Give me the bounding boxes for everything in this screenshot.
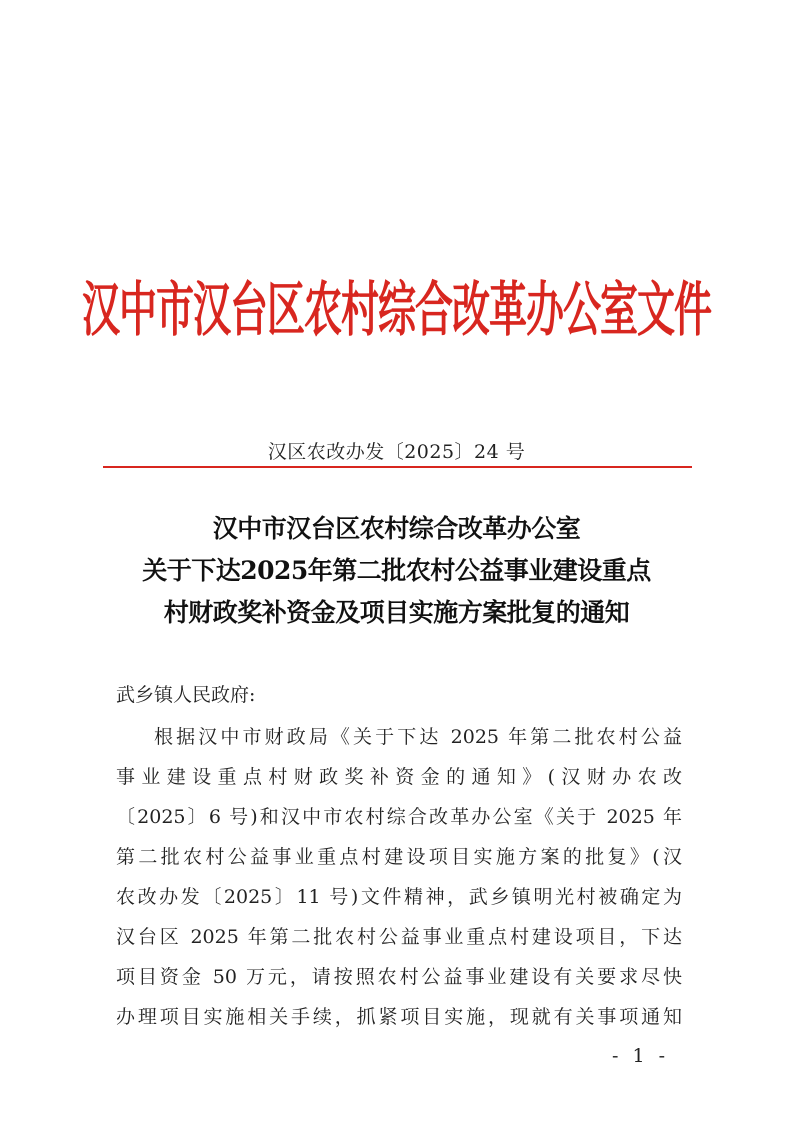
body-paragraph [116, 717, 682, 1037]
body-line: 农改办发〔2025〕11 号)文件精神，武乡镇明光村被确定为 [116, 886, 682, 908]
title-line: 汉中市汉台区农村综合改革办公室 [212, 514, 581, 543]
body-line: 事业建设重点村财政奖补资金的通知》(汉财办农改 [116, 766, 682, 788]
page-number: - 1 - [612, 1045, 670, 1067]
body-line: 〔2025〕6 号)和汉中市农村综合改革办公室《关于 2025 年 [116, 806, 682, 828]
red-divider [103, 466, 692, 468]
notice-title [0, 508, 793, 634]
masthead-title: 汉中市汉台区农村综合改革办公室文件 [81, 274, 711, 345]
body-line: 办理项目实施相关手续，抓紧项目实施，现就有关事项通知 [116, 1006, 682, 1028]
body-line: 根据汉中市财政局《关于下达 2025 年第二批农村公益 [154, 726, 682, 748]
document-number: 汉区农改办发〔2025〕24 号 [267, 441, 526, 463]
title-line: 村财政奖补资金及项目实施方案批复的通知 [163, 598, 630, 627]
salutation: 武乡镇人民政府: [116, 684, 256, 706]
title-line: 关于下达2025年第二批农村公益事业建设重点 [142, 556, 651, 585]
body-line: 第二批农村公益事业重点村建设项目实施方案的批复》(汉 [116, 846, 682, 868]
body-line: 项目资金 50 万元，请按照农村公益事业建设有关要求尽快 [116, 966, 682, 988]
body-line: 汉台区 2025 年第二批农村公益事业重点村建设项目，下达 [116, 926, 682, 948]
